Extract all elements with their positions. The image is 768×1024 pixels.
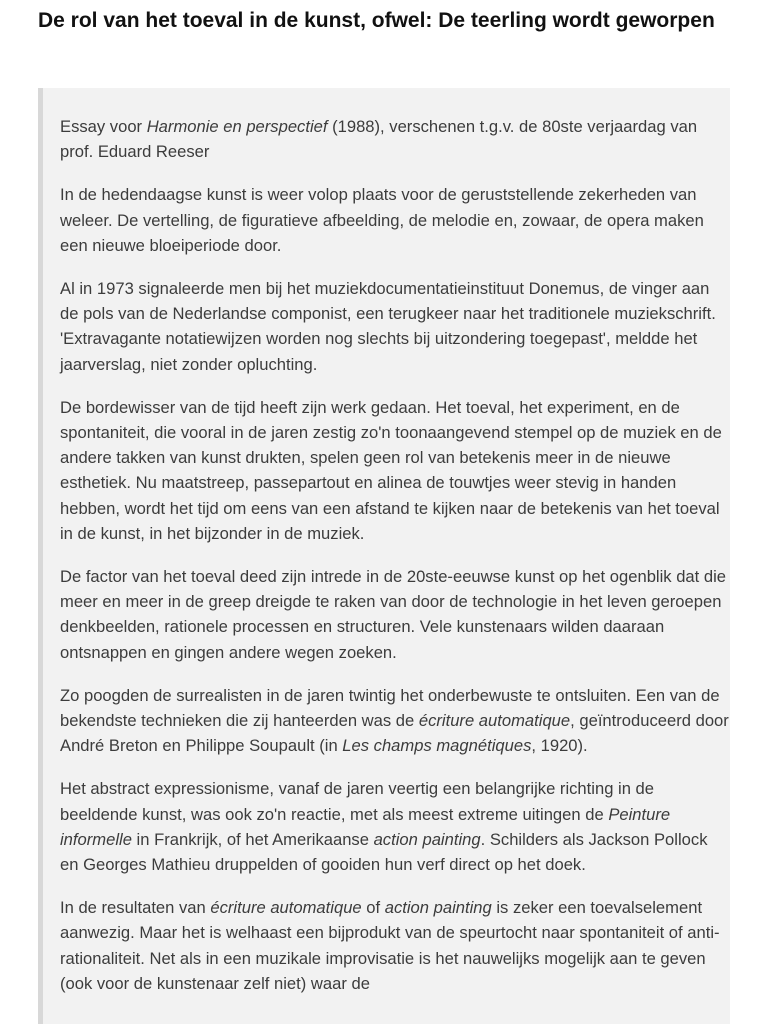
text-segment: Al in 1973 signaleerde men bij het muziekdocumentatieinstituut Donemus, de vinger aan de pols van de Nederlandse componist, een terugkeer naar het traditionele muziekschrift. 'Extravagante notatiewijzen worden nog slechts bij uitzondering toegepast', meldde het jaarverslag, niet zonder opluchting. (60, 279, 716, 374)
text-segment: in Frankrijk, of het Amerikaanse (131, 829, 374, 849)
text-segment: Het abstract expressionisme, vanaf de jaren veertig een belangrijke richting in de beeldende kunst, was ook zo'n reactie, met als meest extreme uitingen de (60, 779, 655, 824)
paragraph (60, 776, 730, 877)
text-segment: of (361, 898, 385, 918)
text-segment: (1988), verschenen t.g.v. de 80ste verjaardag van prof. Eduard Reeser (60, 117, 698, 162)
italic-text: écriture automatique (418, 711, 571, 731)
text-segment: Essay voor (60, 117, 147, 136)
text-segment: De bordewisser van de tijd heeft zijn werk gedaan. Het toeval, het experiment, en de spontaniteit, die vooral in de jaren zestig zo'n toonaangevend stempel op de muziek en de andere takken van kunst drukten, spelen geen rol van betekenis meer in de nieuwe esthetiek. Nu maatstreep, passepartout en alinea de touwtjes weer stevig in handen hebben, wordt het tijd om eens van een afstand te kijken naar de betekenis van het toeval in de kunst, in het bijzonder in de muziek. (60, 397, 722, 543)
paragraph (60, 114, 730, 164)
text-segment: Zo poogden de surrealisten in de jaren twintig het onderbewuste te ontsluiten. Een van de bekendste technieken die zij hanteerden was de (60, 685, 720, 731)
italic-text: Peinture informelle (60, 804, 671, 849)
paragraph (60, 182, 730, 258)
text-segment: In de hedendaagse kunst is weer volop plaats voor de geruststellende zekerheden van weleer. De vertelling, de figuratieve afbeelding, de melodie en, zowaar, de opera maken een nieuwe bloeiperiode door. (60, 185, 704, 255)
blockquote-body (60, 114, 730, 1014)
text-segment: De factor van het toeval deed zijn intrede in de 20ste-eeuwse kunst op het ogenblik dat die meer en meer in de greep dreigde te raken van door de technologie in het leven geroepen denkbeelden, rationele processen en structuren. Vele kunstenaars wilden daaraan ontsnappen en gingen andere wegen zoeken. (60, 567, 727, 662)
italic-text: Harmonie en perspectief (146, 117, 328, 136)
italic-text: action painting (373, 829, 481, 849)
paragraph (60, 683, 730, 759)
text-segment: , 1920). (531, 736, 588, 756)
italic-text: action painting (384, 898, 492, 918)
text-segment: . Schilders als Jackson Pollock en Georges Mathieu druppelden of gooiden hun verf direct op het doek. (60, 829, 708, 875)
text-segment: In de resultaten van (60, 898, 211, 918)
paragraph (60, 564, 730, 665)
italic-text: écriture automatique (210, 898, 362, 918)
paragraph (60, 395, 730, 546)
article-title: De rol van het toeval in de kunst, ofwel: De teerling wordt geworpen (38, 9, 715, 32)
paragraph (60, 276, 730, 377)
text-segment: , geïntroduceerd door André Breton en Philippe Soupault (in (60, 711, 729, 756)
blockquote (38, 88, 730, 1024)
paragraph (60, 895, 730, 996)
text-segment: is zeker een toevalselement aanwezig. Maar het is welhaast een bijprodukt van de speurtocht naar spontaniteit of anti-rationaliteit. Net als in een muzikale improvisatie is het nauwelijks mogelijk aan te geven (ook voor de kunstenaar zelf niet) waar de (60, 898, 720, 993)
italic-text: Les champs magnétiques (342, 736, 532, 756)
